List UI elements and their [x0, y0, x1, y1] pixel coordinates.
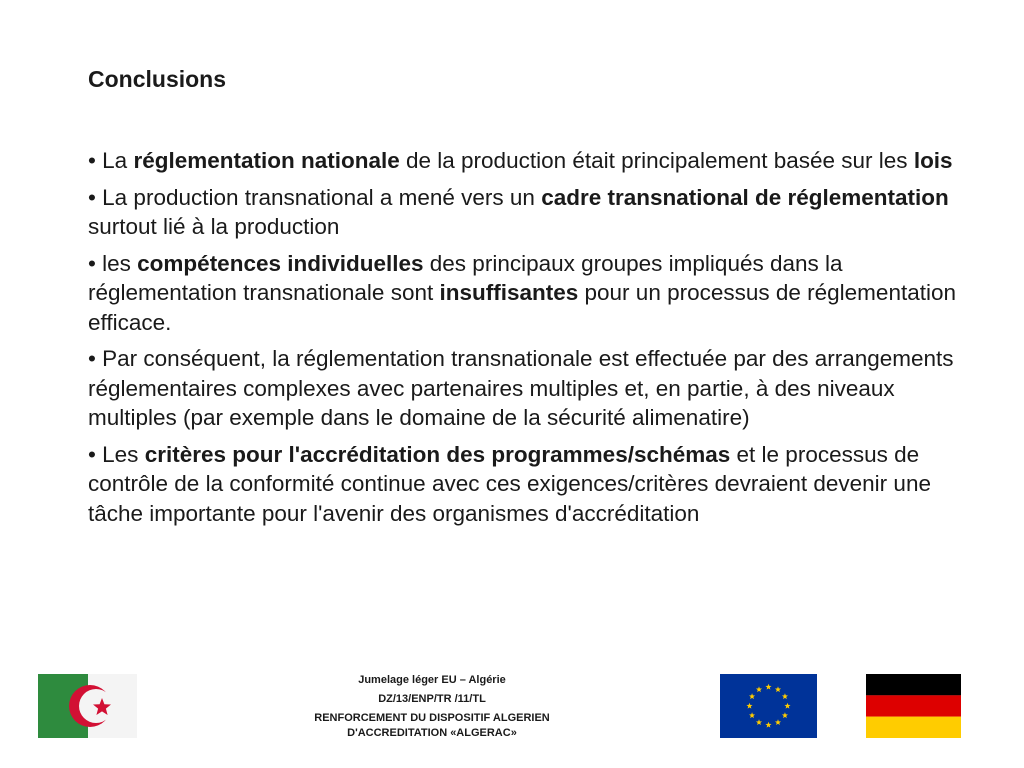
slide-title: Conclusions: [88, 66, 227, 92]
bold-run: lois: [913, 148, 953, 173]
text-run: Les: [102, 441, 145, 467]
bold-run: critères pour l'accréditation des programmes/schémas: [144, 441, 731, 467]
eu-flag-icon: [720, 674, 817, 738]
bullet-marker: •: [88, 441, 96, 467]
footer-line-3: RENFORCEMENT DU DISPOSITIF ALGERIEN: [314, 712, 550, 724]
conclusions-list: [88, 146, 968, 535]
germany-flag-gold: [866, 717, 961, 738]
footer-line-1: Jumelage léger EU – Algérie: [358, 674, 506, 686]
text-run: Par conséquent, la réglementation transnationale est effectuée par des arrangements réglementaires complexes avec partenaires multiples et, en partie, à des niveaux multiples (par exemple dans le domaine de la sécurité alimenatire): [88, 346, 954, 430]
germany-flag-red: [866, 695, 961, 716]
bullet-item-1: [88, 146, 968, 176]
bullet-marker: •: [88, 148, 96, 173]
bold-run: compétences individuelles: [137, 250, 424, 276]
text-run: La: [102, 148, 134, 173]
text-run: de la production était principalement basée sur les: [399, 148, 914, 173]
bold-run: insuffisantes: [439, 280, 579, 305]
text-run: les: [102, 250, 138, 276]
text-run: des principaux groupes impliqués dans la réglementation transnationale sont: [88, 250, 843, 305]
text-run: surtout lié à la production: [88, 214, 340, 239]
footer-line-4: D'ACCREDITATION «ALGERAC»: [347, 727, 517, 739]
footer-line-2: DZ/13/ENP/TR /11/TL: [378, 693, 486, 705]
bullet-item-4: [88, 344, 968, 433]
algeria-flag-icon: [38, 674, 137, 738]
bullet-item-3: [88, 249, 968, 338]
bullet-item-5: [88, 440, 968, 529]
bullet-item-2: [88, 183, 968, 242]
text-run: et le processus de contrôle de la conformité continue avec ces exigences/critères devraient devenir une tâche importante pour l'avenir des organismes d'accréditation: [88, 441, 931, 526]
text-run: pour un processus de réglementation efficace.: [88, 280, 956, 335]
bold-run: réglementation nationale: [133, 148, 400, 173]
germany-flag-black: [866, 674, 961, 695]
footer-twinning-info: [282, 673, 582, 741]
eu-flag-field: [720, 674, 817, 738]
bold-run: cadre transnational de réglementation: [541, 184, 949, 210]
bullet-marker: •: [88, 250, 96, 276]
bullet-marker: •: [88, 184, 96, 210]
text-run: La production transnational a mené vers un: [102, 184, 542, 210]
germany-flag-icon: [866, 674, 961, 738]
bullet-marker: •: [88, 346, 96, 371]
